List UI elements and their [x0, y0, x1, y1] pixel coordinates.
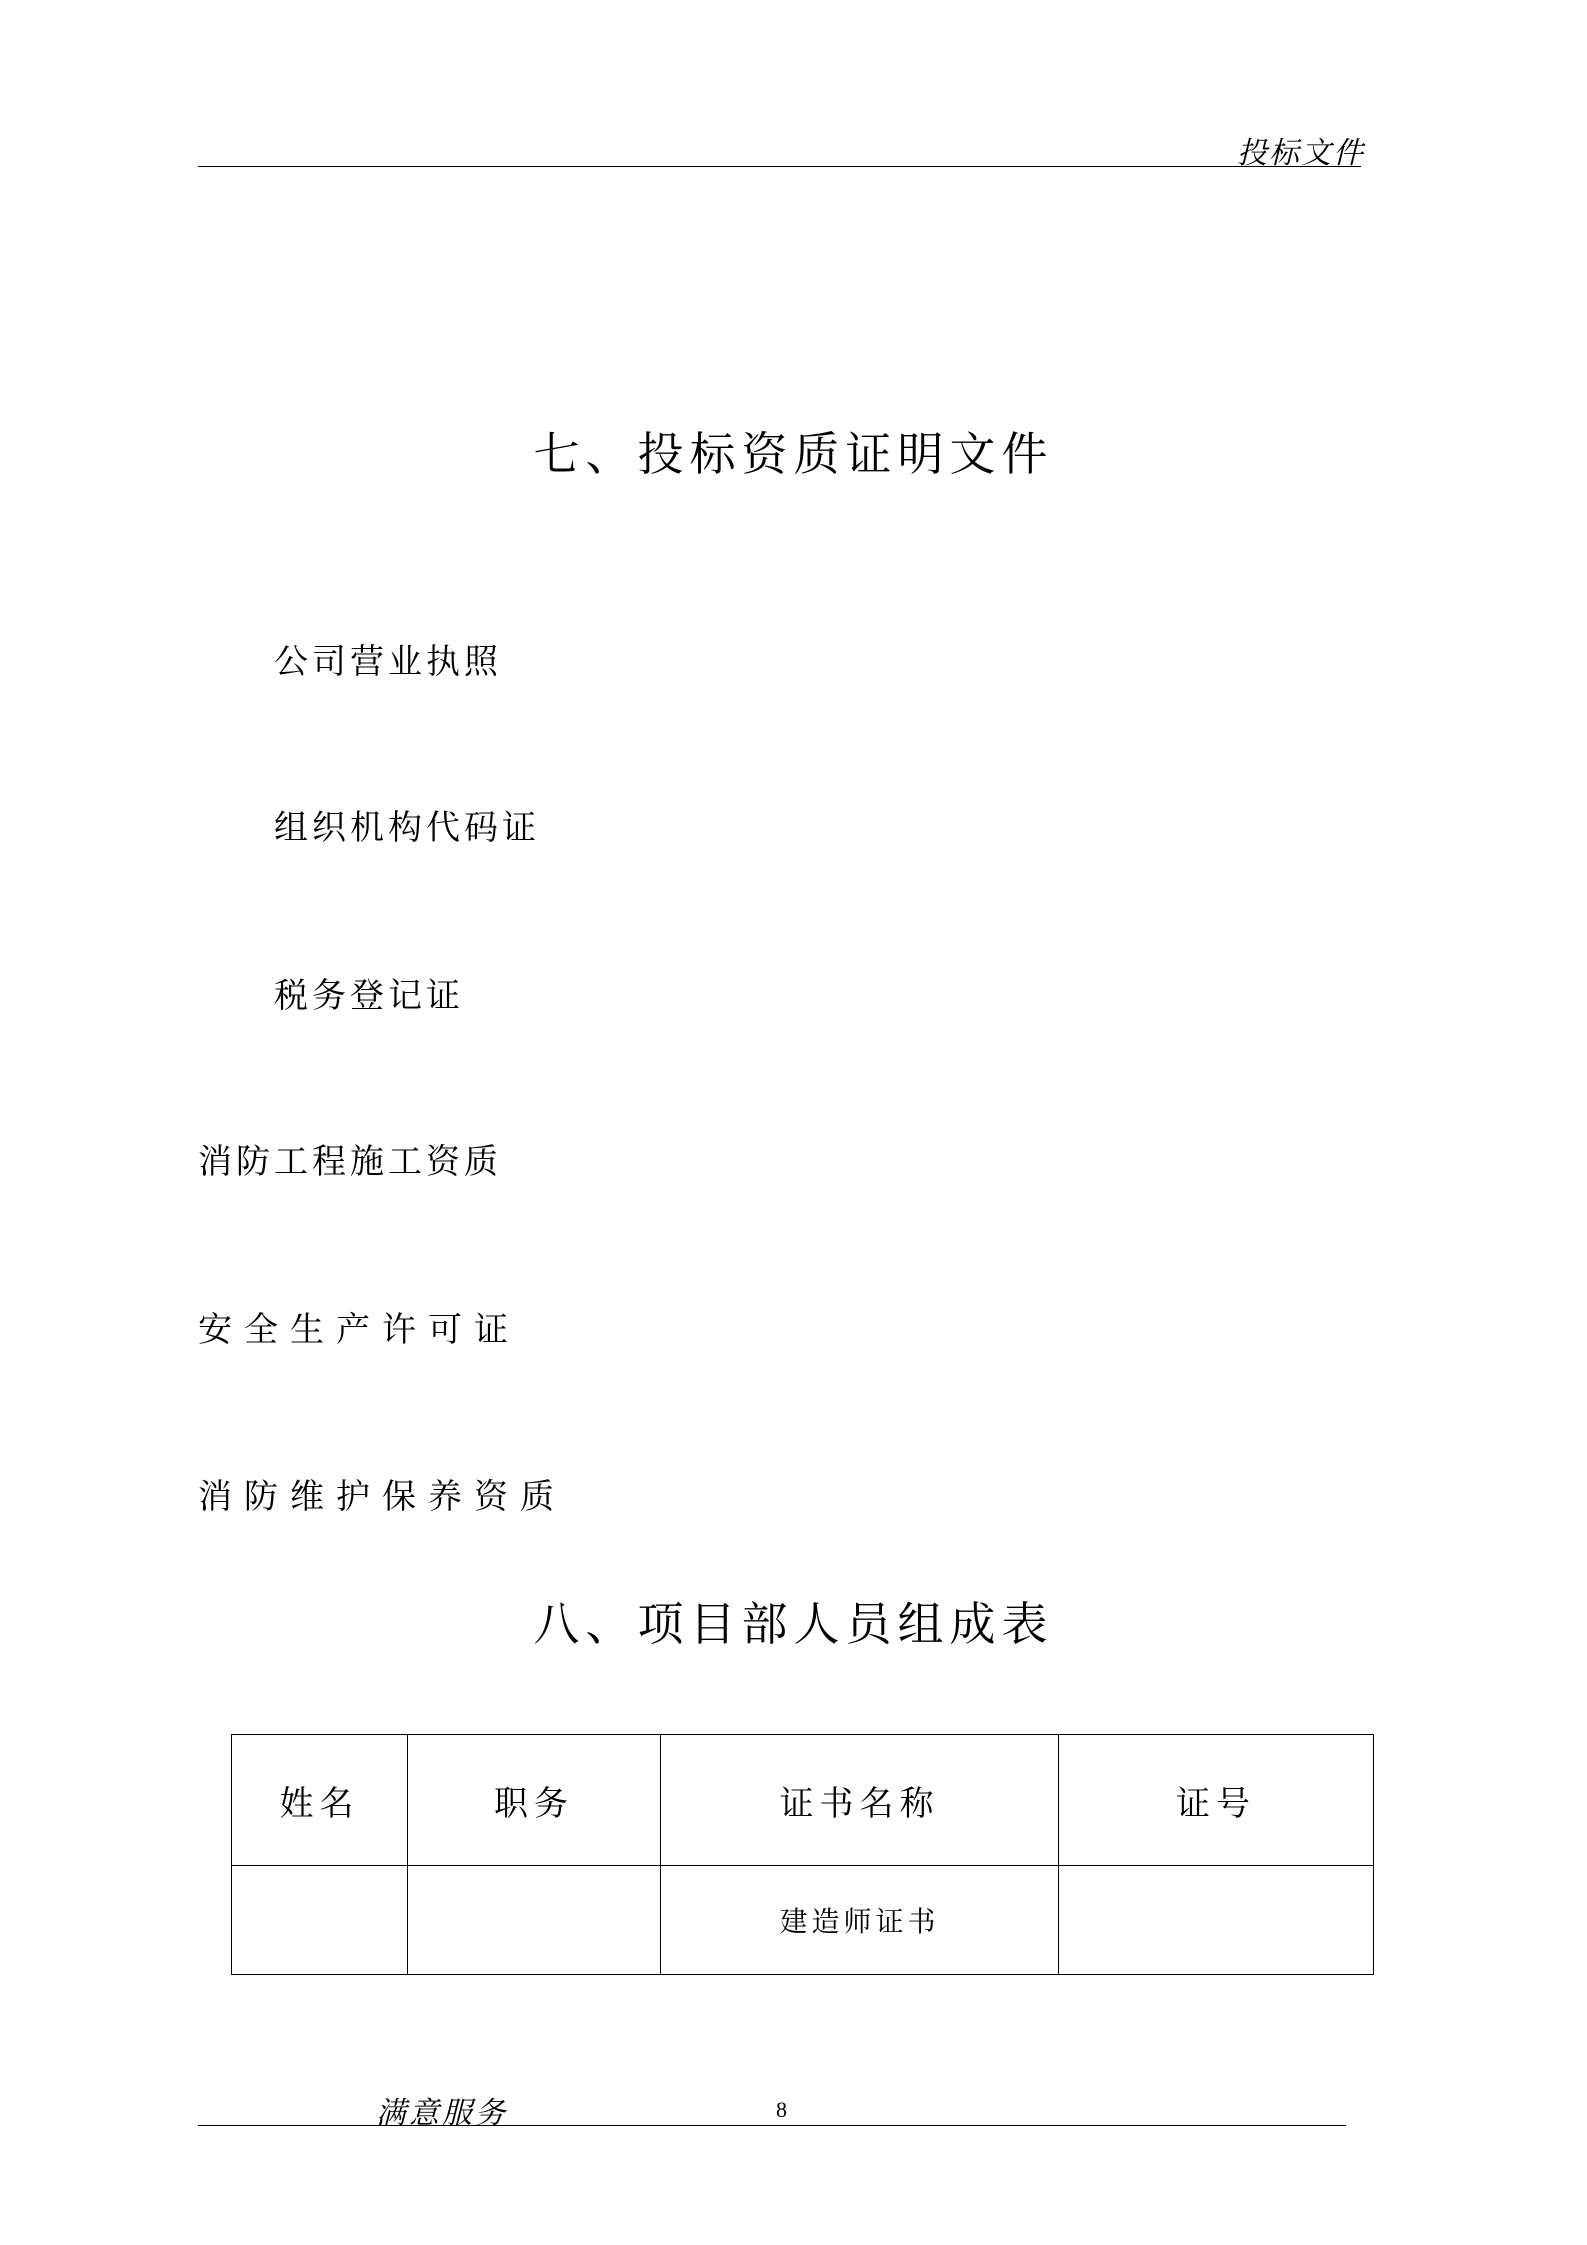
header-divider — [198, 166, 1361, 167]
table-header-row — [232, 1735, 1374, 1866]
section-8-title: 八、项目部人员组成表 — [533, 1597, 1054, 1651]
page-number: 8 — [776, 2097, 787, 2122]
footer-slogan: 满意服务 — [376, 2096, 508, 2131]
doc-item-business-license: 公司营业执照 — [274, 642, 502, 682]
cell-position — [408, 1866, 661, 1975]
doc-item-tax-registration: 税务登记证 — [274, 976, 464, 1016]
header-name: 姓名 — [232, 1735, 408, 1866]
doc-item-org-code-certificate: 组织机构代码证 — [274, 808, 540, 848]
doc-item-fire-maintenance-qualification: 消防维护保养资质 — [198, 1477, 566, 1517]
header-certificate-number: 证号 — [1059, 1735, 1374, 1866]
table-row — [232, 1866, 1374, 1975]
header-title: 投标文件 — [1237, 136, 1365, 171]
footer-divider — [198, 2125, 1346, 2126]
header-position: 职务 — [408, 1735, 661, 1866]
header-certificate-name: 证书名称 — [661, 1735, 1059, 1866]
doc-item-fire-construction-qualification: 消防工程施工资质 — [198, 1142, 502, 1182]
section-7-title: 七、投标资质证明文件 — [533, 427, 1054, 481]
cell-certificate-number — [1059, 1866, 1374, 1975]
staff-table — [231, 1734, 1374, 1975]
cell-name — [232, 1866, 408, 1975]
doc-item-safety-production-license: 安全生产许可证 — [198, 1310, 520, 1350]
cell-certificate-name: 建造师证书 — [661, 1866, 1059, 1975]
